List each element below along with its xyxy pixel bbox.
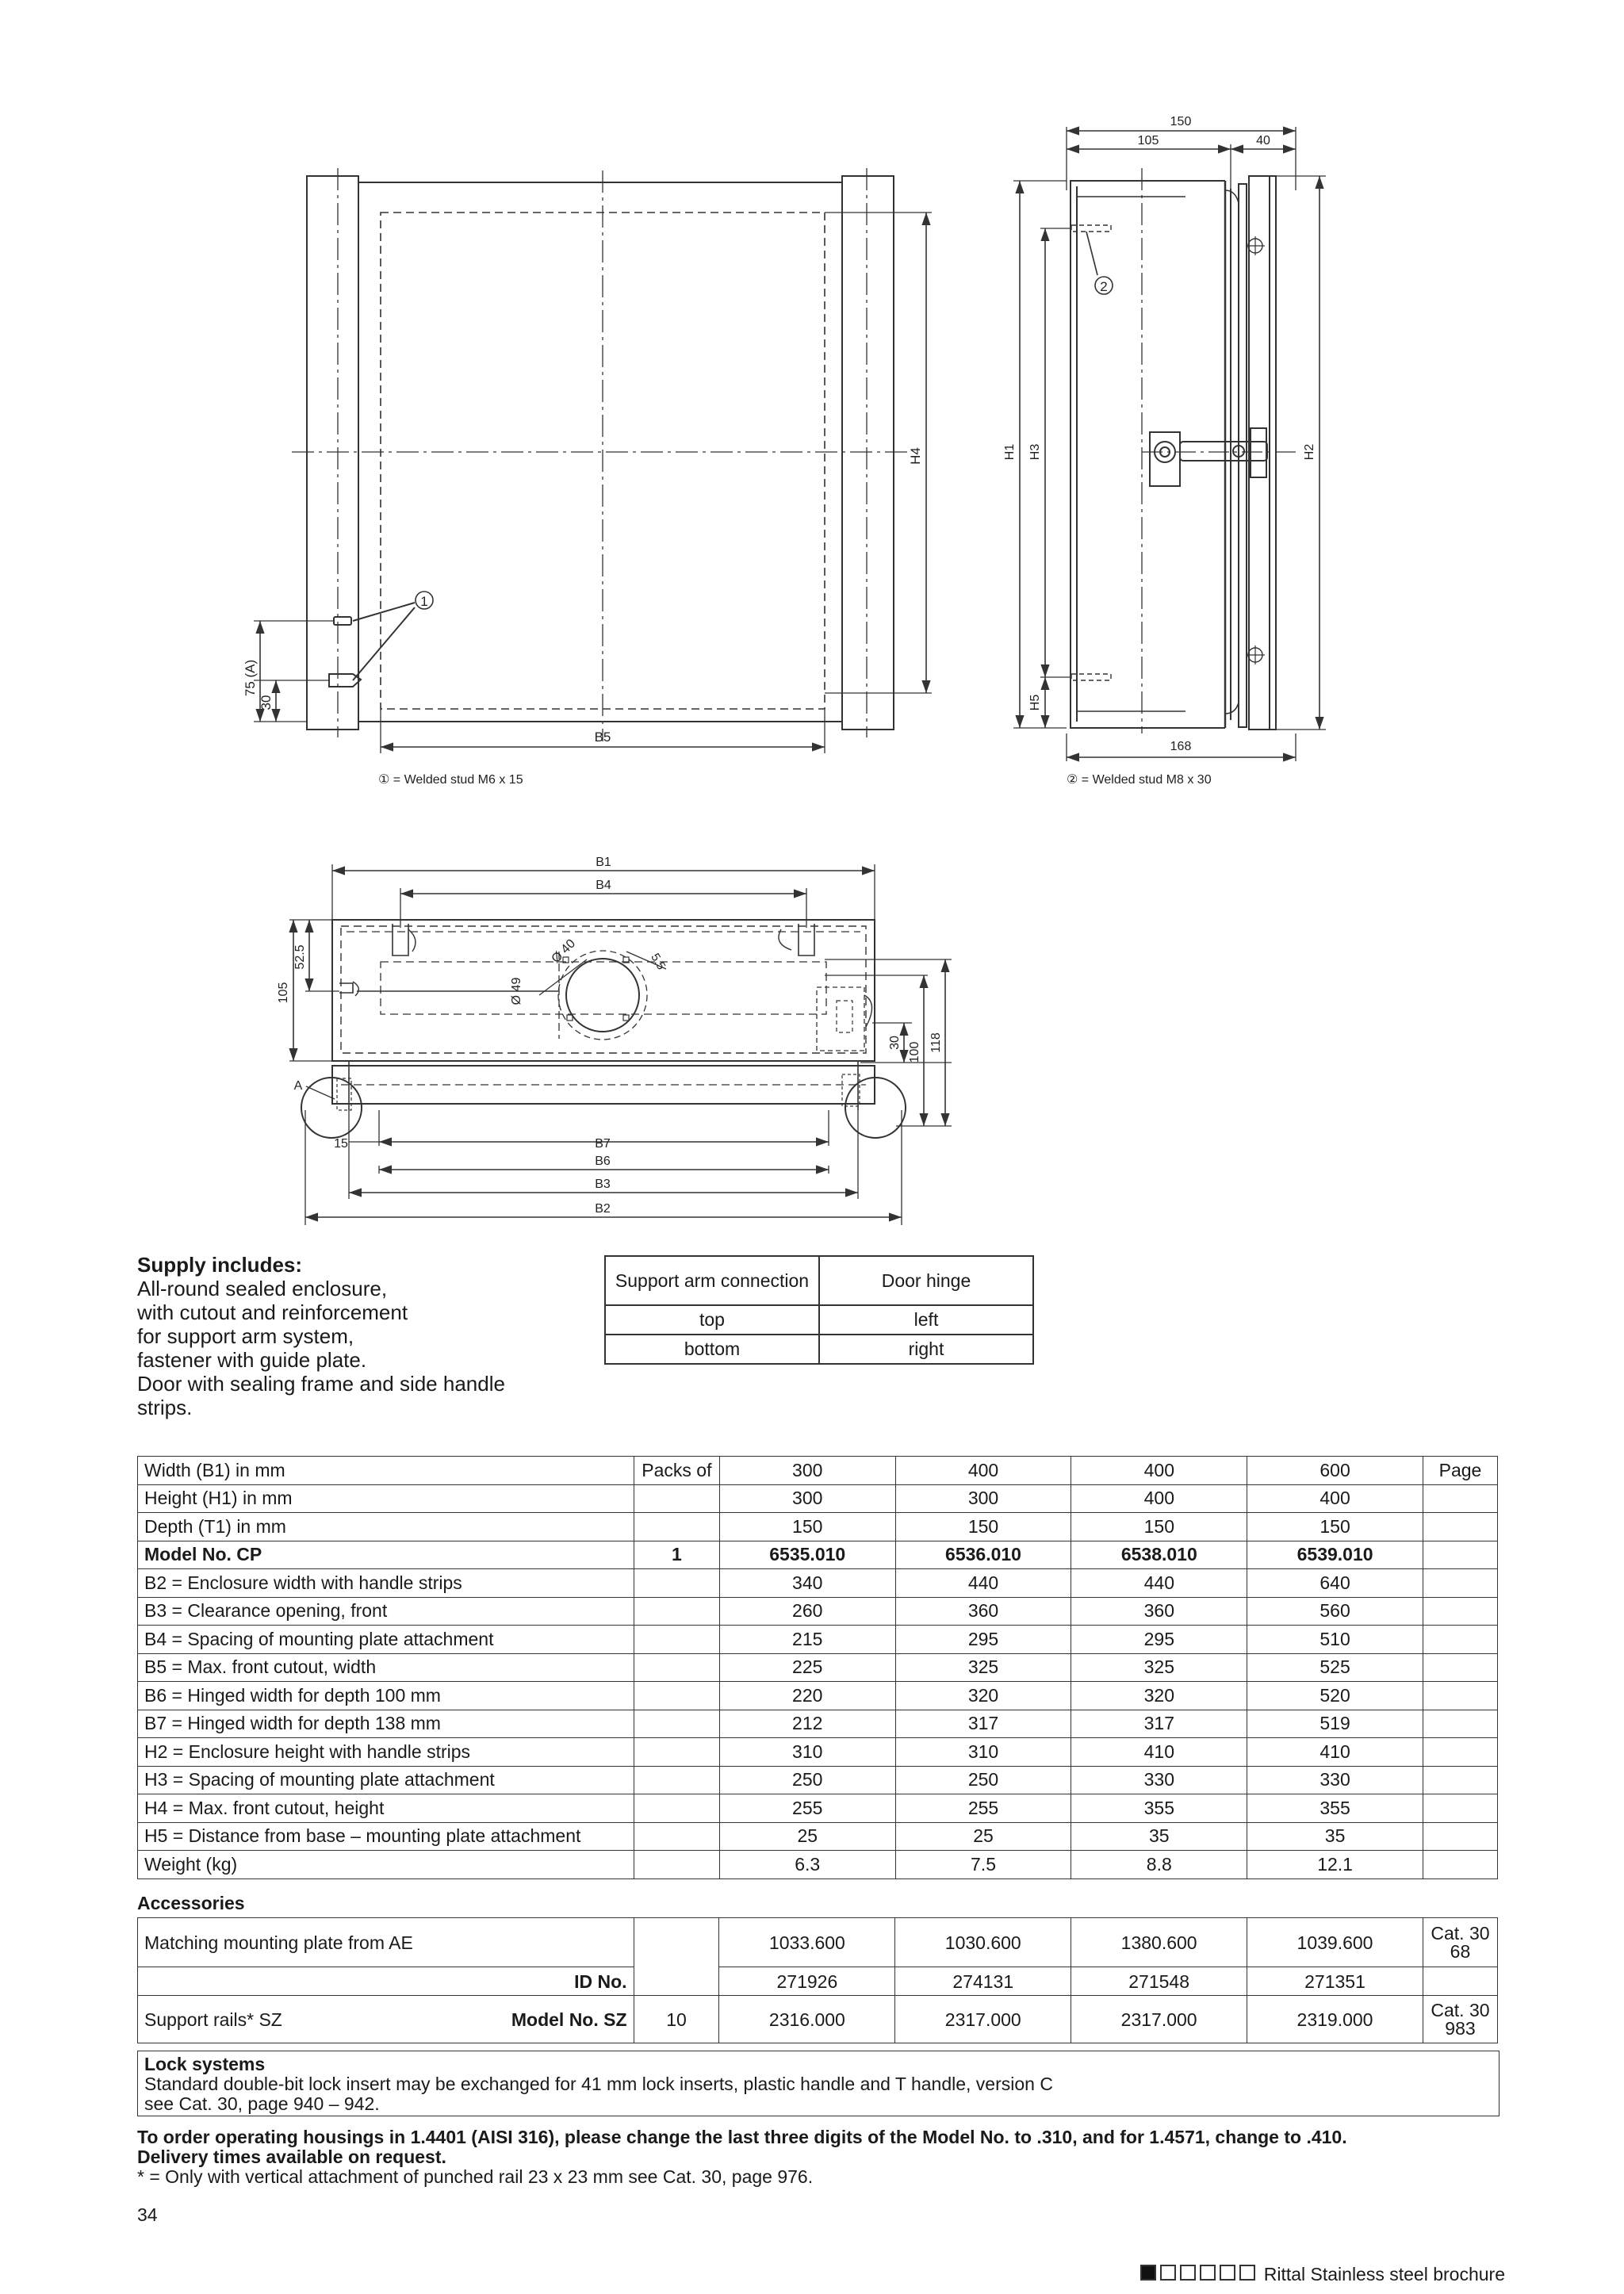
footer-square-icon xyxy=(1220,2265,1235,2281)
spec-value: 7.5 xyxy=(895,1851,1071,1879)
spec-value: 6538.010 xyxy=(1071,1541,1247,1569)
supply-line: Door with sealing frame and side handle xyxy=(137,1372,505,1396)
spec-value: 525 xyxy=(1247,1653,1423,1682)
spec-page xyxy=(1423,1626,1497,1654)
page-number: 34 xyxy=(137,2204,158,2225)
spec-page xyxy=(1423,1822,1497,1851)
acc-id-value: 271926 xyxy=(719,1967,895,1996)
top-dim-b4: B4 xyxy=(596,879,611,892)
supply-line: fastener with guide plate. xyxy=(137,1348,367,1372)
acc-row-mounting xyxy=(138,1918,1498,1967)
support-header-hinge: Door hinge xyxy=(819,1256,1033,1305)
acc-id-page-empty xyxy=(1423,1967,1497,1996)
side-legend: ② = Welded stud M8 x 30 xyxy=(1067,773,1212,787)
top-label-a: A xyxy=(293,1079,303,1093)
top-dim-100: 100 xyxy=(908,1041,921,1063)
acc-mounting-value: 1030.600 xyxy=(895,1918,1071,1967)
top-dim-52-5: 52.5 xyxy=(293,944,307,970)
spec-packs: 1 xyxy=(634,1541,719,1569)
spec-packs xyxy=(634,1569,719,1598)
acc-mounting-label: Matching mounting plate from AE xyxy=(138,1918,634,1967)
acc-id-spacer xyxy=(138,1967,479,1996)
spec-page xyxy=(1423,1513,1497,1541)
side-view xyxy=(1003,115,1326,787)
spec-page xyxy=(1423,1794,1497,1823)
acc-rails-page-cat: Cat. 30 xyxy=(1431,1999,1490,2020)
spec-packs xyxy=(634,1766,719,1794)
acc-rails-value: 2317.000 xyxy=(1071,1996,1247,2043)
spec-label: Width (B1) in mm xyxy=(138,1457,634,1485)
lock-line: see Cat. 30, page 940 – 942. xyxy=(144,2093,380,2114)
footer-square-icon xyxy=(1239,2265,1255,2281)
spec-row xyxy=(138,1569,1498,1598)
spec-row xyxy=(138,1794,1498,1823)
spec-value: 360 xyxy=(895,1597,1071,1626)
side-dim-h1: H1 xyxy=(1003,443,1017,461)
spec-value: 640 xyxy=(1247,1569,1423,1598)
spec-page xyxy=(1423,1851,1497,1879)
top-dim-30: 30 xyxy=(888,1036,902,1050)
spec-row xyxy=(138,1822,1498,1851)
acc-rails-value: 2319.000 xyxy=(1247,1996,1423,2043)
support-arm-table xyxy=(604,1255,1034,1365)
spec-page xyxy=(1423,1710,1497,1738)
spec-value: 310 xyxy=(895,1738,1071,1767)
acc-rails-page xyxy=(1423,1996,1497,2043)
spec-row xyxy=(138,1513,1498,1541)
top-dim-105: 105 xyxy=(277,982,290,1004)
spec-value: 400 xyxy=(1247,1484,1423,1513)
front-view xyxy=(243,168,932,787)
spec-label: B5 = Max. front cutout, width xyxy=(138,1653,634,1682)
spec-label: H2 = Enclosure height with handle strips xyxy=(138,1738,634,1767)
acc-rails-model-label: Model No. SZ xyxy=(478,1996,634,2043)
spec-value: 400 xyxy=(1071,1484,1247,1513)
note-material: To order operating housings in 1.4401 (AISI 316), please change the last three digits of the Model No. to .310, and for 1.4571, change to .410. xyxy=(137,2127,1347,2147)
support-cell: right xyxy=(819,1335,1033,1364)
acc-mounting-page-num: 68 xyxy=(1450,1940,1471,1962)
spec-value: 510 xyxy=(1247,1626,1423,1654)
spec-packs xyxy=(634,1794,719,1823)
top-dim-d40: Ø 40 xyxy=(549,936,579,967)
spec-value: 255 xyxy=(895,1794,1071,1823)
side-dim-h3: H3 xyxy=(1028,443,1042,461)
side-dim-168: 168 xyxy=(1170,740,1192,753)
spec-value: 260 xyxy=(719,1597,895,1626)
spec-packs xyxy=(634,1738,719,1767)
spec-row xyxy=(138,1541,1498,1569)
note-footnote: * = Only with vertical attachment of punched rail 23 x 23 mm see Cat. 30, page 976. xyxy=(137,2166,814,2187)
acc-mounting-value: 1380.600 xyxy=(1071,1918,1247,1967)
spec-value: 560 xyxy=(1247,1597,1423,1626)
top-dim-118: 118 xyxy=(929,1032,943,1053)
acc-rails-label: Support rails* SZ xyxy=(138,1996,479,2043)
spec-value: 440 xyxy=(1071,1569,1247,1598)
acc-rails-value: 2316.000 xyxy=(719,1996,895,2043)
spec-row xyxy=(138,1738,1498,1767)
acc-rails-value: 2317.000 xyxy=(895,1996,1071,2043)
spec-value: 220 xyxy=(719,1682,895,1710)
spec-packs xyxy=(634,1710,719,1738)
spec-page xyxy=(1423,1569,1497,1598)
supply-line: for support arm system, xyxy=(137,1324,354,1348)
acc-mounting-value: 1033.600 xyxy=(719,1918,895,1967)
spec-value: 25 xyxy=(719,1822,895,1851)
top-dim-b3: B3 xyxy=(595,1178,611,1191)
spec-value: 400 xyxy=(895,1457,1071,1485)
spec-value: 6.3 xyxy=(719,1851,895,1879)
spec-value: 250 xyxy=(895,1766,1071,1794)
spec-value: 150 xyxy=(895,1513,1071,1541)
spec-value: 440 xyxy=(895,1569,1071,1598)
spec-value: 150 xyxy=(1247,1513,1423,1541)
spec-table xyxy=(137,1456,1498,1879)
spec-label: B6 = Hinged width for depth 100 mm xyxy=(138,1682,634,1710)
spec-value: 330 xyxy=(1247,1766,1423,1794)
top-view xyxy=(277,856,952,1225)
spec-label: Weight (kg) xyxy=(138,1851,634,1879)
spec-label: H4 = Max. front cutout, height xyxy=(138,1794,634,1823)
acc-mounting-page-cat: Cat. 30 xyxy=(1431,1922,1490,1944)
support-cell: left xyxy=(819,1305,1033,1335)
spec-value: 150 xyxy=(719,1513,895,1541)
spec-label: B3 = Clearance opening, front xyxy=(138,1597,634,1626)
top-dim-d49: Ø 49 xyxy=(510,977,523,1005)
spec-value: 519 xyxy=(1247,1710,1423,1738)
top-dim-15: 15 xyxy=(334,1137,348,1151)
spec-value: 25 xyxy=(895,1822,1071,1851)
spec-value: 295 xyxy=(1071,1626,1247,1654)
spec-value: 215 xyxy=(719,1626,895,1654)
supply-line: All-round sealed enclosure, xyxy=(137,1277,388,1300)
support-header-arm: Support arm connection xyxy=(605,1256,819,1305)
spec-row xyxy=(138,1766,1498,1794)
spec-page: Page xyxy=(1423,1457,1497,1485)
spec-packs xyxy=(634,1682,719,1710)
acc-id-value: 271351 xyxy=(1247,1967,1423,1996)
side-callout-2: 2 xyxy=(1100,279,1108,294)
spec-value: 320 xyxy=(895,1682,1071,1710)
lock-line: Standard double-bit lock insert may be exchanged for 41 mm lock inserts, plastic handle and T handle, version C xyxy=(144,2074,1053,2094)
spec-value: 340 xyxy=(719,1569,895,1598)
spec-label: B2 = Enclosure width with handle strips xyxy=(138,1569,634,1598)
spec-value: 355 xyxy=(1247,1794,1423,1823)
spec-packs: Packs of xyxy=(634,1457,719,1485)
spec-value: 320 xyxy=(1071,1682,1247,1710)
spec-value: 35 xyxy=(1071,1822,1247,1851)
spec-value: 360 xyxy=(1071,1597,1247,1626)
spec-value: 6539.010 xyxy=(1247,1541,1423,1569)
spec-packs xyxy=(634,1626,719,1654)
acc-id-label: ID No. xyxy=(478,1967,634,1996)
spec-page xyxy=(1423,1766,1497,1794)
spec-value: 410 xyxy=(1247,1738,1423,1767)
top-dim-b6: B6 xyxy=(595,1155,611,1168)
spec-value: 400 xyxy=(1071,1457,1247,1485)
front-dim-h4: H4 xyxy=(908,447,923,465)
footer-text: Rittal Stainless steel brochure xyxy=(1263,2264,1505,2284)
footer-square-icon xyxy=(1140,2265,1156,2281)
spec-row xyxy=(138,1484,1498,1513)
spec-label: B4 = Spacing of mounting plate attachment xyxy=(138,1626,634,1654)
top-dim-b1: B1 xyxy=(596,856,611,869)
spec-value: 317 xyxy=(1071,1710,1247,1738)
footer-squares xyxy=(1140,2264,1259,2285)
spec-label: B7 = Hinged width for depth 138 mm xyxy=(138,1710,634,1738)
spec-packs xyxy=(634,1851,719,1879)
front-callout-1: 1 xyxy=(420,594,428,609)
spec-value: 8.8 xyxy=(1071,1851,1247,1879)
order-notes xyxy=(137,2127,1347,2187)
supply-title: Supply includes: xyxy=(137,1253,303,1277)
spec-row xyxy=(138,1682,1498,1710)
spec-value: 300 xyxy=(719,1484,895,1513)
supply-includes xyxy=(137,1253,565,1419)
front-dim-30: 30 xyxy=(259,695,274,710)
spec-value: 35 xyxy=(1247,1822,1423,1851)
acc-rails-packs: 10 xyxy=(634,1996,719,2043)
front-legend: ① = Welded stud M6 x 15 xyxy=(378,773,523,787)
spec-page xyxy=(1423,1653,1497,1682)
spec-row xyxy=(138,1710,1498,1738)
spec-value: 355 xyxy=(1071,1794,1247,1823)
spec-value: 600 xyxy=(1247,1457,1423,1485)
spec-value: 520 xyxy=(1247,1682,1423,1710)
note-delivery: Delivery times available on request. xyxy=(137,2147,446,2167)
spec-row xyxy=(138,1653,1498,1682)
spec-row xyxy=(138,1626,1498,1654)
spec-packs xyxy=(634,1653,719,1682)
side-dim-h5: H5 xyxy=(1028,694,1042,711)
spec-label: Depth (T1) in mm xyxy=(138,1513,634,1541)
spec-label: H3 = Spacing of mounting plate attachment xyxy=(138,1766,634,1794)
supply-line: strips. xyxy=(137,1396,193,1419)
spec-label: Model No. CP xyxy=(138,1541,634,1569)
spec-value: 325 xyxy=(1071,1653,1247,1682)
spec-row xyxy=(138,1597,1498,1626)
spec-value: 150 xyxy=(1071,1513,1247,1541)
spec-value: 212 xyxy=(719,1710,895,1738)
spec-page xyxy=(1423,1682,1497,1710)
spec-page xyxy=(1423,1597,1497,1626)
acc-mounting-value: 1039.600 xyxy=(1247,1918,1423,1967)
spec-value: 295 xyxy=(895,1626,1071,1654)
side-dim-105: 105 xyxy=(1137,134,1159,147)
spec-value: 250 xyxy=(719,1766,895,1794)
spec-label: H5 = Distance from base – mounting plate attachment xyxy=(138,1822,634,1851)
spec-value: 6535.010 xyxy=(719,1541,895,1569)
acc-row-ids xyxy=(138,1967,1498,1996)
acc-row-rails xyxy=(138,1996,1498,2043)
footer-square-icon xyxy=(1160,2265,1176,2281)
spec-packs xyxy=(634,1513,719,1541)
spec-value: 225 xyxy=(719,1653,895,1682)
footer-square-icon xyxy=(1200,2265,1216,2281)
spec-value: 12.1 xyxy=(1247,1851,1423,1879)
spec-value: 310 xyxy=(719,1738,895,1767)
spec-value: 300 xyxy=(719,1457,895,1485)
spec-page xyxy=(1423,1541,1497,1569)
spec-label: Height (H1) in mm xyxy=(138,1484,634,1513)
top-dim-b2: B2 xyxy=(595,1202,611,1216)
acc-packs-empty xyxy=(634,1918,719,1996)
side-dim-40: 40 xyxy=(1256,134,1270,147)
lock-title: Lock systems xyxy=(144,2054,266,2074)
front-dim-75a: 75 (A) xyxy=(243,659,258,697)
side-dim-150: 150 xyxy=(1170,115,1192,128)
top-dim-b7: B7 xyxy=(595,1137,611,1151)
acc-mounting-page xyxy=(1423,1918,1497,1967)
spec-row xyxy=(138,1851,1498,1879)
acc-id-value: 271548 xyxy=(1071,1967,1247,1996)
support-cell: bottom xyxy=(605,1335,819,1364)
acc-rails-page-num: 983 xyxy=(1445,2017,1476,2039)
spec-page xyxy=(1423,1738,1497,1767)
spec-packs xyxy=(634,1822,719,1851)
spec-page xyxy=(1423,1484,1497,1513)
spec-value: 300 xyxy=(895,1484,1071,1513)
front-dim-b5: B5 xyxy=(594,730,611,745)
spec-value: 325 xyxy=(895,1653,1071,1682)
footer-square-icon xyxy=(1180,2265,1196,2281)
spec-value: 6536.010 xyxy=(895,1541,1071,1569)
spec-packs xyxy=(634,1484,719,1513)
support-cell: top xyxy=(605,1305,819,1335)
lock-systems-box xyxy=(137,2051,1500,2116)
spec-value: 330 xyxy=(1071,1766,1247,1794)
top-dim-5-5: 5.5 xyxy=(648,951,668,973)
accessories-title: Accessories xyxy=(137,1893,245,1913)
footer xyxy=(1140,2264,1505,2285)
spec-packs xyxy=(634,1597,719,1626)
spec-row xyxy=(138,1457,1498,1485)
acc-id-value: 274131 xyxy=(895,1967,1071,1996)
spec-value: 410 xyxy=(1071,1738,1247,1767)
spec-value: 255 xyxy=(719,1794,895,1823)
side-dim-h2: H2 xyxy=(1303,443,1316,461)
spec-value: 317 xyxy=(895,1710,1071,1738)
accessories-table xyxy=(137,1917,1498,2043)
supply-line: with cutout and reinforcement xyxy=(137,1300,408,1324)
